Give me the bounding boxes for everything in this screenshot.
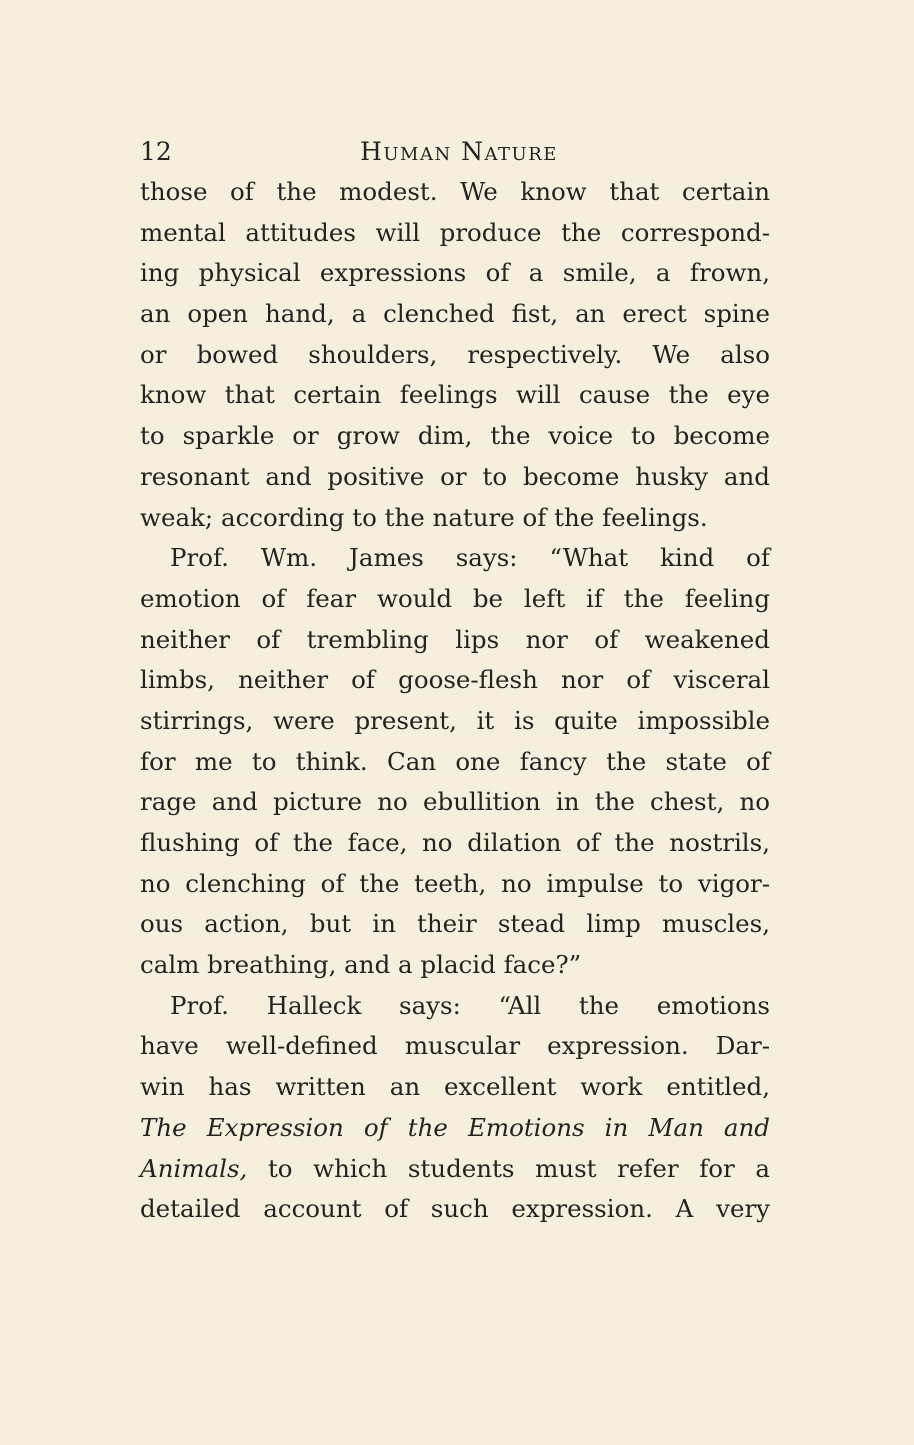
line-text: limbs, neither of goose-flesh nor of visceral <box>140 665 770 695</box>
body-text <box>140 172 770 1230</box>
text-line <box>140 660 770 701</box>
text-line <box>140 375 770 416</box>
text-line <box>140 213 770 254</box>
text-line <box>140 742 770 783</box>
text-line <box>140 579 770 620</box>
text-line <box>140 498 770 539</box>
line-text: or bowed shoulders, respectively. We also <box>140 339 770 369</box>
text-line <box>140 904 770 945</box>
text-line <box>140 294 770 335</box>
text-line <box>140 945 770 986</box>
line-text: Prof. Halleck says: “All the emotions <box>170 990 770 1020</box>
text-line <box>140 253 770 294</box>
running-title: Human Nature <box>360 137 558 166</box>
line-text: ous action, but in their stead limp muscles, <box>140 909 770 939</box>
text-line <box>140 538 770 579</box>
text-line <box>140 1189 770 1230</box>
line-text: detailed account of such expression. A very <box>140 1194 770 1224</box>
line-text: mental attitudes will produce the correspond- <box>140 217 770 247</box>
text-line <box>140 1067 770 1108</box>
line-text: know that certain feelings will cause the eye <box>140 380 770 410</box>
line-text: no clenching of the teeth, no impulse to vigor- <box>140 868 770 898</box>
text-line <box>140 1026 770 1067</box>
text-line <box>140 782 770 823</box>
text-line <box>140 986 770 1027</box>
line-text: Prof. Wm. James says: “What kind of <box>170 543 770 573</box>
line-text: resonant and positive or to become husky and <box>140 461 770 491</box>
line-text: flushing of the face, no dilation of the nostrils, <box>140 828 770 857</box>
text-line <box>140 1149 770 1190</box>
line-text: calm breathing, and a placid face?” <box>140 950 582 980</box>
line-text: to sparkle or grow dim, the voice to become <box>140 421 770 451</box>
line-text: an open hand, a clenched fist, an erect spine <box>140 299 770 329</box>
text-line <box>140 335 770 376</box>
running-head <box>0 137 914 166</box>
italic-title-text: Animals, <box>140 1153 248 1183</box>
text-line <box>140 823 770 864</box>
line-text: emotion of fear would be left if the feeling <box>140 583 770 613</box>
line-text: weak; according to the nature of the feelings. <box>140 502 708 532</box>
text-line <box>140 1108 770 1149</box>
text-line <box>140 701 770 742</box>
text-line <box>140 416 770 457</box>
line-text: win has written an excellent work entitled, <box>140 1072 770 1102</box>
text-line <box>140 172 770 213</box>
text-line <box>140 864 770 905</box>
line-text: neither of trembling lips nor of weakened <box>140 624 770 654</box>
text-line <box>140 457 770 498</box>
line-text: those of the modest. We know that certain <box>140 177 770 206</box>
line-text: stirrings, were present, it is quite impossible <box>140 705 770 735</box>
line-text: for me to think. Can one fancy the state of <box>140 746 770 776</box>
line-text: ing physical expressions of a smile, a frown, <box>140 258 770 288</box>
page-number: 12 <box>140 137 172 166</box>
line-text: to which students must refer for a <box>247 1153 770 1183</box>
italic-title-text: The Expression of the Emotions in Man and <box>140 1112 770 1142</box>
text-line <box>140 620 770 661</box>
line-text: rage and picture no ebullition in the chest, no <box>140 787 770 817</box>
line-text: have well-defined muscular expression. Dar- <box>140 1031 770 1061</box>
